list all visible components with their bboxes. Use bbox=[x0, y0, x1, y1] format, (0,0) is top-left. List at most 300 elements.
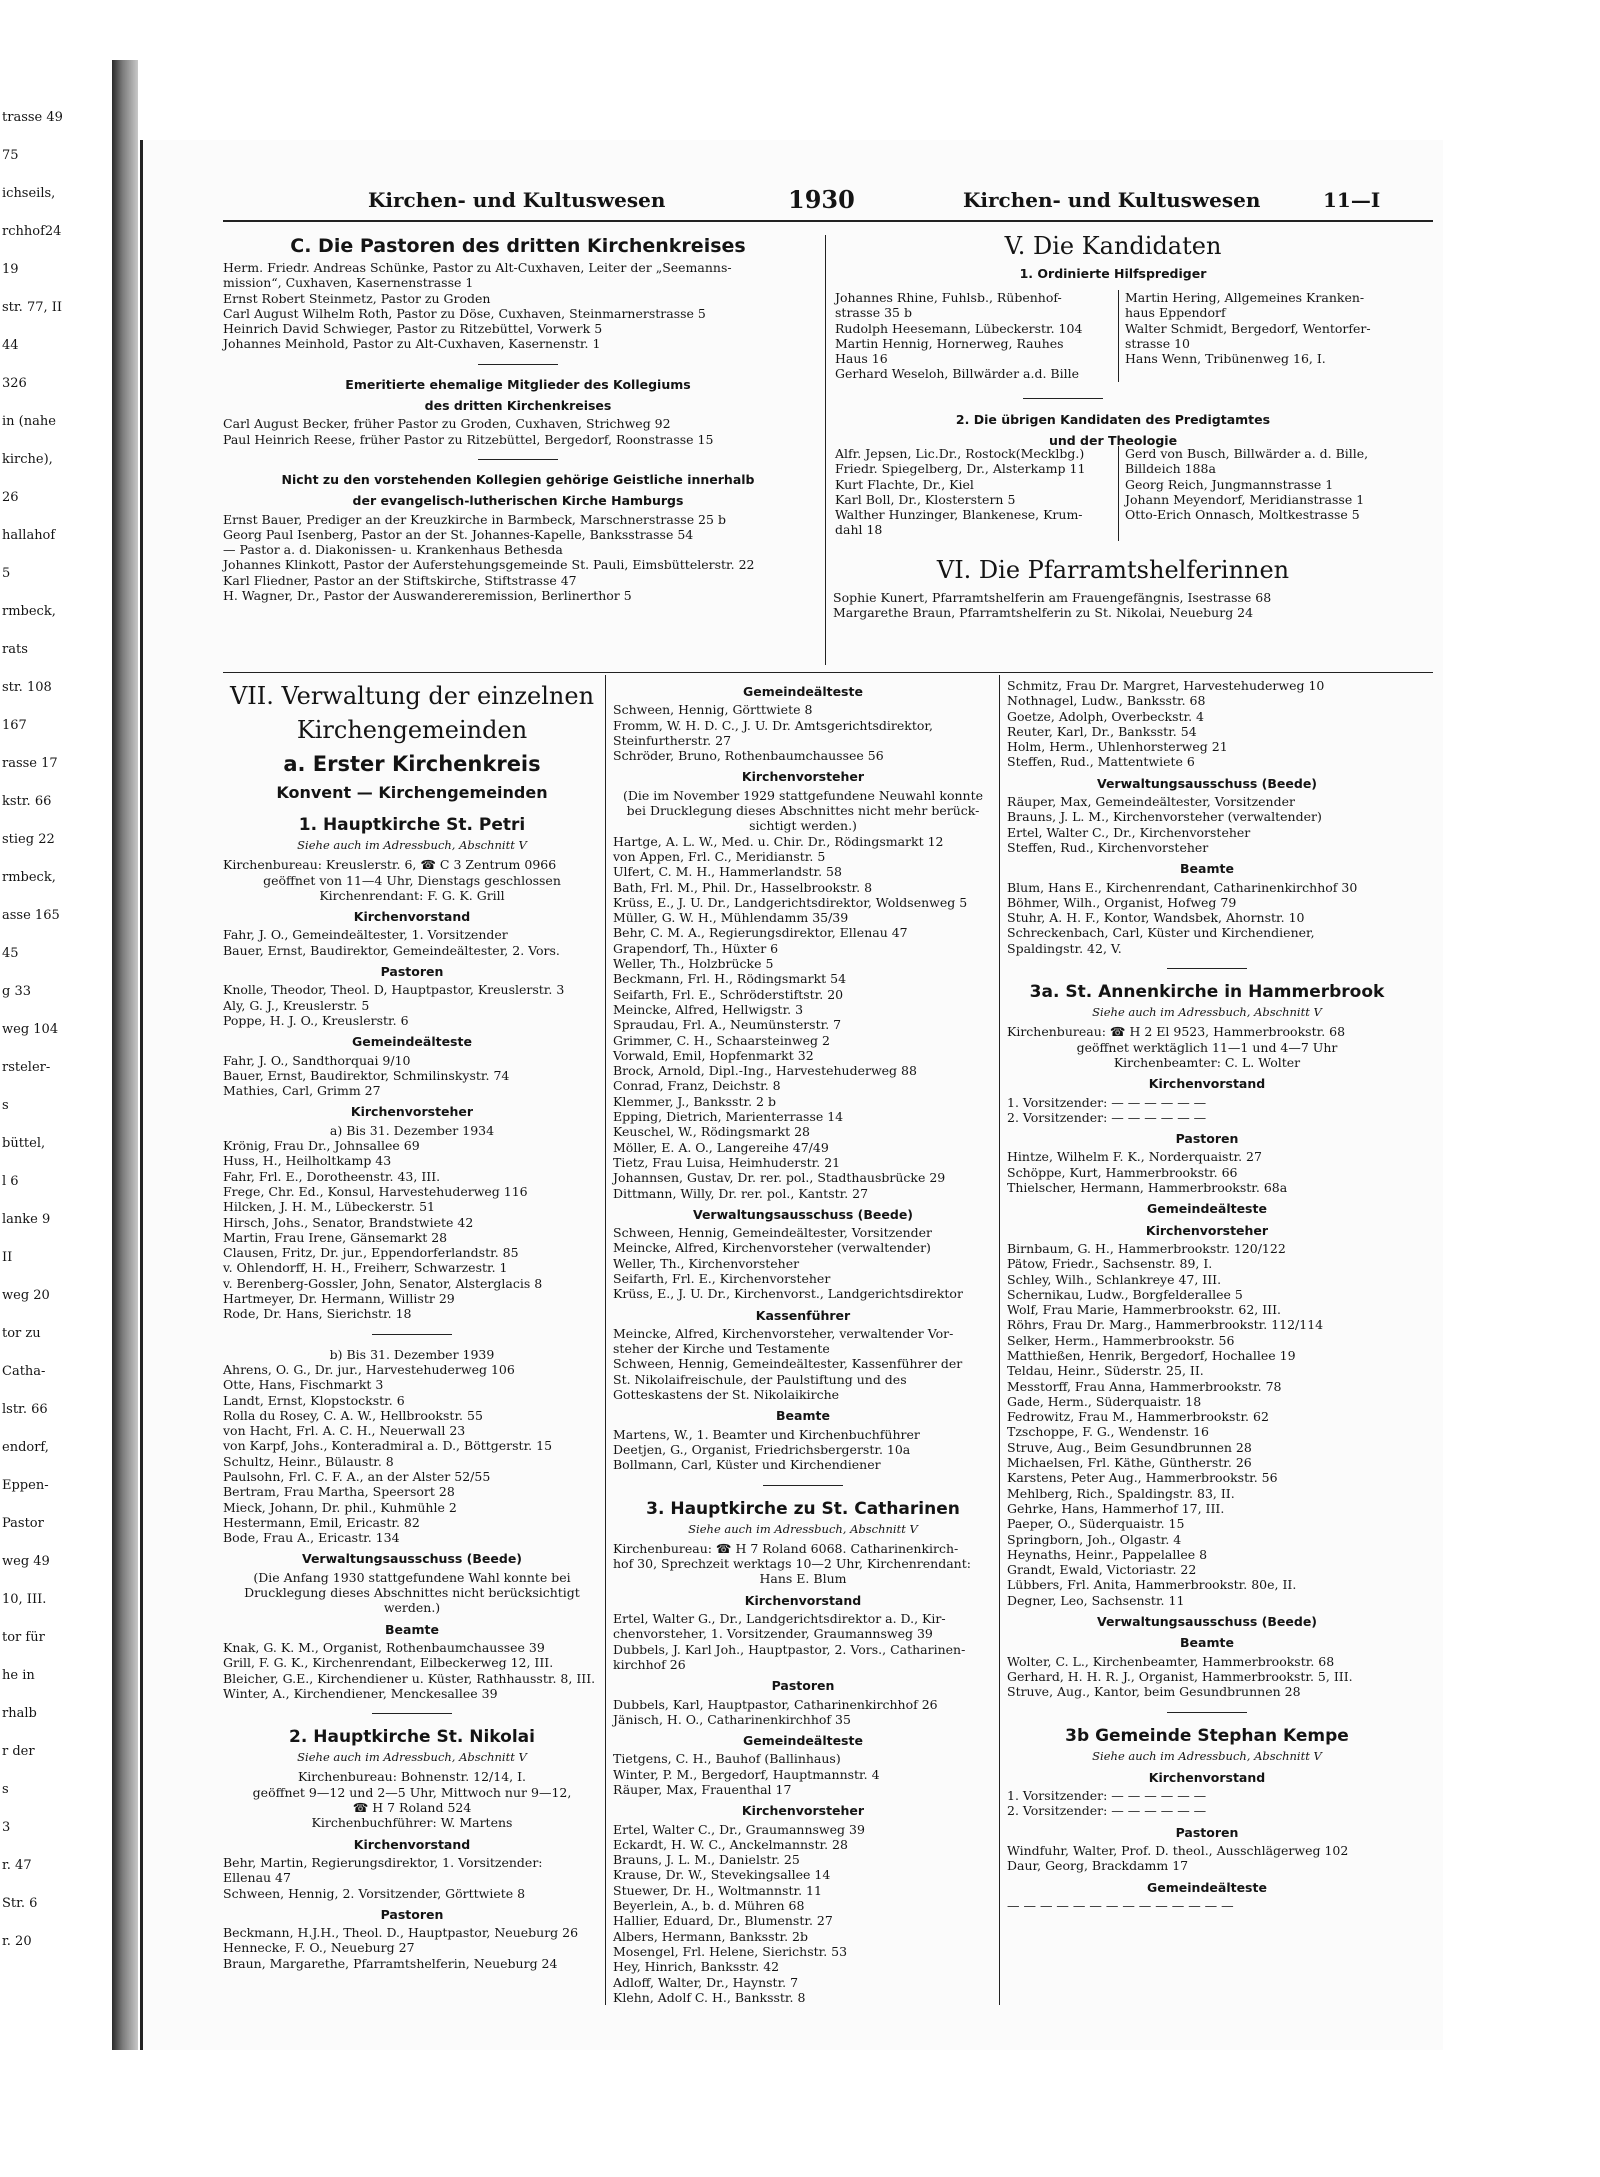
subheading: Kirchenvorstand bbox=[744, 1592, 862, 1608]
entry-line: Spraudau, Frl. A., Neumünsterstr. 7 bbox=[613, 1017, 842, 1033]
entry-line: Paulsohn, Frl. C. F. A., an der Alster 52/55 bbox=[223, 1468, 491, 1484]
entry-line: Krause, Dr. W., Stevekingsallee 14 bbox=[613, 1867, 831, 1883]
entry-line: Krüss, E., J. U. Dr., Landgerichtsdirektor, Woldsenweg 5 bbox=[613, 894, 968, 910]
entry-line: chenvorsteher, 1. Vorsitzender, Graumannsweg 39 bbox=[613, 1626, 933, 1642]
entry-line: Fromm, W. H. D. C., J. U. Dr. Amtsgerichtsdirektor, bbox=[613, 717, 933, 733]
entry-line: Karl Fliedner, Pastor an der Stiftskirche, Stiftstrasse 47 bbox=[223, 572, 577, 588]
entry-line: Weller, Th., Kirchenvorsteher bbox=[613, 1255, 800, 1271]
subheading: Kirchenvorsteher bbox=[1145, 1222, 1269, 1238]
entry-line: Winter, P. M., Bergedorf, Hauptmannstr. 4 bbox=[613, 1766, 880, 1782]
entry-line: Schernikau, Ludw., Borgfelderallee 5 bbox=[1007, 1286, 1243, 1302]
entry-line: Gerd von Busch, Billwärder a. d. Bille, bbox=[1125, 446, 1369, 461]
church-title: 3b Gemeinde Stephan Kempe bbox=[1065, 1725, 1349, 1746]
entry-line: H. Wagner, Dr., Pastor der Auswandereremission, Berlinerthor 5 bbox=[223, 588, 632, 604]
entry-line: Schreckenbach, Carl, Küster und Kirchendiener, bbox=[1007, 925, 1315, 941]
entry-line: Räuper, Max, Frauenthal 17 bbox=[613, 1782, 792, 1797]
entry-line: Gotteskastens der St. Nikolaikirche bbox=[613, 1387, 840, 1403]
subheading: der evangelisch-lutherischen Kirche Hamburgs bbox=[352, 493, 684, 509]
entry-line: Johannes Klinkott, Pastor der Auferstehungsgemeinde St. Pauli, Eimsbüttelerstr. 22 bbox=[223, 557, 755, 573]
subheading: des dritten Kirchenkreises bbox=[424, 398, 612, 414]
entry-line: Walter Schmidt, Bergedorf, Wentorfer- bbox=[1125, 320, 1371, 336]
entry-line: Frege, Chr. Ed., Konsul, Harvestehuderweg 116 bbox=[223, 1183, 528, 1199]
entry-line: 2. Vorsitzender: — — — — — — bbox=[1007, 1803, 1207, 1819]
third-district-pastors bbox=[223, 230, 813, 603]
entry-line: Clausen, Fritz, Dr. jur., Eppendorferlandstr. 85 bbox=[223, 1245, 519, 1261]
entry-line: Brauns, J. L. M., Kirchenvorsteher (verwaltender) bbox=[1007, 809, 1322, 825]
entry-line: Dubbels, Karl, Hauptpastor, Catharinenkirchhof 26 bbox=[613, 1696, 938, 1712]
separator-rule bbox=[372, 1713, 452, 1714]
entry-line: Hestermann, Emil, Ericastr. 82 bbox=[223, 1514, 420, 1530]
separator-rule bbox=[1167, 968, 1247, 969]
entry-line: Ertel, Walter C., Dr., Kirchenvorsteher bbox=[1007, 824, 1251, 840]
previous-page-text: r der bbox=[2, 1744, 35, 1759]
entry-line: Wolter, C. L., Kirchenbeamter, Hammerbrookstr. 68 bbox=[1007, 1653, 1335, 1669]
previous-page-text: hallahof bbox=[2, 528, 56, 543]
other-candidates-heading bbox=[833, 406, 1393, 452]
previous-page-text: stieg 22 bbox=[2, 832, 55, 847]
entry-line: Seifarth, Frl. E., Schröderstiftstr. 20 bbox=[613, 986, 844, 1002]
entry-line: Jänisch, H. O., Catharinenkirchhof 35 bbox=[613, 1711, 851, 1727]
candidates-rule bbox=[1023, 398, 1103, 399]
entry-line: Schween, Hennig, Gemeindeältester, Kassenführer der bbox=[613, 1356, 963, 1372]
entry-line: Heinrich David Schwieger, Pastor zu Ritzebüttel, Vorwerk 5 bbox=[223, 321, 603, 337]
previous-page-text: kirche), bbox=[2, 452, 53, 467]
centered-line: geöffnet von 11—4 Uhr, Dienstags geschlossen bbox=[263, 872, 561, 888]
entry-line: Seifarth, Frl. E., Kirchenvorsteher bbox=[613, 1270, 831, 1286]
church-title: 3. Hauptkirche zu St. Catharinen bbox=[646, 1498, 960, 1519]
entry-line: Adloff, Walter, Dr., Haynstr. 7 bbox=[613, 1974, 799, 1990]
centered-line: Kirchenbuchführer: W. Martens bbox=[311, 1815, 513, 1831]
header-left: Kirchen- und Kultuswesen bbox=[368, 188, 666, 212]
entry-line: Spaldingstr. 42, V. bbox=[1007, 940, 1122, 956]
candidates-list-left bbox=[835, 290, 1115, 382]
entry-line: Schöppe, Kurt, Hammerbrookstr. 66 bbox=[1007, 1164, 1238, 1180]
subheading: Kirchenvorstand bbox=[353, 909, 471, 925]
entry-line: Klehn, Adolf C. H., Banksstr. 8 bbox=[613, 1989, 806, 2005]
reference-note: Siehe auch im Adressbuch, Abschnitt V bbox=[1092, 1748, 1322, 1763]
subheading: Gemeindeälteste bbox=[743, 684, 863, 699]
centered-line: ☎ H 7 Roland 524 bbox=[352, 1800, 472, 1816]
reference-note: Siehe auch im Adressbuch, Abschnitt V bbox=[297, 1750, 527, 1765]
entry-line: Johannsen, Gustav, Dr. rer. pol., Stadthausbrücke 29 bbox=[613, 1170, 946, 1186]
other-candidates-right bbox=[1125, 446, 1415, 522]
entry-line: Ellenau 47 bbox=[223, 1870, 291, 1886]
subheading: Beamte bbox=[1180, 861, 1234, 877]
entry-line: Möller, E. A. O., Langereihe 47/49 bbox=[613, 1139, 829, 1155]
district-title: a. Erster Kirchenkreis bbox=[283, 752, 541, 776]
entry-line: Carl August Becker, früher Pastor zu Groden, Cuxhaven, Strichweg 92 bbox=[223, 416, 671, 432]
previous-page-text: rhalb bbox=[2, 1706, 37, 1721]
centered-line: (Die im November 1929 stattgefundene Neuwahl konnte bbox=[622, 787, 984, 803]
centered-line: Hans E. Blum bbox=[759, 1571, 847, 1587]
entry-line: Fahr, Frl. E., Dorotheenstr. 43, III. bbox=[223, 1168, 441, 1184]
previous-page-text: str. 77, II bbox=[2, 300, 63, 315]
entry-line: steher der Kirche und Testamente bbox=[613, 1341, 830, 1357]
previous-page-text: 326 bbox=[2, 376, 27, 391]
entry-line: Johann Meyendorf, Meridianstrasse 1 bbox=[1125, 491, 1365, 507]
entry-line: Struve, Aug., Beim Gesundbrunnen 28 bbox=[1007, 1439, 1252, 1455]
entry-line: Braun, Margarethe, Pfarramtshelferin, Neueburg 24 bbox=[223, 1955, 558, 1971]
previous-page-text: tor zu bbox=[2, 1326, 41, 1341]
entry-line: Tietgens, C. H., Bauhof (Ballinhaus) bbox=[613, 1751, 841, 1767]
entry-line: strasse 35 b bbox=[835, 305, 912, 321]
entry-line: Daur, Georg, Brackdamm 17 bbox=[1007, 1858, 1189, 1874]
entry-line: Rudolph Heesemann, Lübeckerstr. 104 bbox=[835, 320, 1083, 336]
entry-line: Gehrke, Hans, Hammerhof 17, III. bbox=[1007, 1500, 1225, 1516]
entry-line: Herm. Friedr. Andreas Schünke, Pastor zu Alt-Cuxhaven, Leiter der „Seemanns- bbox=[223, 260, 732, 275]
section-title: Kirchengemeinden bbox=[296, 716, 528, 744]
entry-line: Brauns, J. L. M., Danielstr. 25 bbox=[613, 1852, 800, 1868]
entry-line: Schultz, Heinr., Bülaustr. 8 bbox=[223, 1453, 394, 1469]
entry-line: von Appen, Frl. C., Meridianstr. 5 bbox=[613, 848, 826, 864]
entry-line: Ahrens, O. G., Dr. jur., Harvestehuderweg 106 bbox=[223, 1361, 515, 1377]
previous-page-text: rasse 17 bbox=[2, 756, 58, 771]
entry-line: Grill, F. G. K., Kirchenrendant, Eilbeckerweg 12, III. bbox=[223, 1655, 554, 1671]
previous-page-text: Str. 6 bbox=[2, 1896, 38, 1911]
header-rule bbox=[223, 220, 1433, 222]
entry-line: Schween, Hennig, 2. Vorsitzender, Görttwiete 8 bbox=[223, 1885, 526, 1901]
previous-page-text: 45 bbox=[2, 946, 19, 961]
entry-line: Wolf, Frau Marie, Hammerbrookstr. 62, III. bbox=[1007, 1302, 1282, 1318]
entry-line: Stuhr, A. H. F., Kontor, Wandsbek, Ahornstr. 10 bbox=[1007, 910, 1305, 926]
entry-line: Mehlberg, Rich., Spaldingstr. 83, II. bbox=[1007, 1485, 1235, 1501]
entry-line: Landt, Ernst, Klopstockstr. 6 bbox=[223, 1392, 405, 1408]
entry-line: Heynaths, Heinr., Pappelallee 8 bbox=[1007, 1546, 1208, 1562]
entry-line: Otto-Erich Onnasch, Moltkestrasse 5 bbox=[1125, 507, 1360, 523]
entry-line: Bertram, Frau Martha, Speersort 28 bbox=[223, 1484, 455, 1500]
subheading: Gemeindeälteste bbox=[743, 1733, 863, 1749]
section-title: C. Die Pastoren des dritten Kirchenkreises bbox=[290, 235, 746, 257]
entry-line: Steffen, Rud., Kirchenvorsteher bbox=[1007, 839, 1209, 855]
previous-page-text: g 33 bbox=[2, 984, 31, 999]
subheading: Pastoren bbox=[380, 1906, 444, 1922]
entry-line: Bode, Frau A., Ericastr. 134 bbox=[223, 1530, 400, 1546]
entry-line: Hallier, Eduard, Dr., Blumenstr. 27 bbox=[613, 1913, 833, 1929]
entry-line: Aly, G. J., Kreuslerstr. 5 bbox=[223, 997, 370, 1013]
entry-line: Martin, Frau Irene, Gänsemarkt 28 bbox=[223, 1229, 448, 1245]
subheading: Kirchenvorsteher bbox=[741, 1803, 865, 1819]
entry-line: Ernst Bauer, Prediger an der Kreuzkirche in Barmbeck, Marschnerstrasse 25 b bbox=[223, 511, 726, 527]
subheading: Verwaltungsausschuss (Beede) bbox=[1096, 775, 1318, 791]
subheading: Kirchenvorstand bbox=[1148, 1076, 1266, 1092]
previous-page-text: weg 49 bbox=[2, 1554, 50, 1569]
entry-line: Mosengel, Frl. Helene, Sierichstr. 53 bbox=[613, 1943, 848, 1959]
centered-line: Kirchenbureau: Bohnenstr. 12/14, I. bbox=[297, 1769, 527, 1785]
subheading: Pastoren bbox=[380, 964, 444, 980]
entry-line: Teldau, Heinr., Süderstr. 25, II. bbox=[1007, 1363, 1204, 1379]
entry-line: strasse 10 bbox=[1125, 335, 1190, 351]
previous-page-text: in (nahe bbox=[2, 414, 56, 429]
entry-line: Winter, A., Kirchendiener, Menckesallee 39 bbox=[223, 1685, 498, 1701]
entry-line: Grimmer, C. H., Schaarsteinweg 2 bbox=[613, 1032, 830, 1048]
entry-line: Poppe, H. J. O., Kreuslerstr. 6 bbox=[223, 1012, 409, 1028]
entry-line: Dittmann, Willy, Dr. rer. pol., Kantstr. 27 bbox=[613, 1185, 869, 1201]
entry-line: Dubbels, J. Karl Joh., Hauptpastor, 2. Vors., Catharinen- bbox=[613, 1641, 966, 1657]
previous-page-text: tor für bbox=[2, 1630, 45, 1645]
entry-line: Carl August Wilhelm Roth, Pastor zu Döse, Cuxhaven, Steinmarnerstrasse 5 bbox=[223, 305, 706, 321]
entry-line: Struve, Aug., Kantor, beim Gesundbrunnen 28 bbox=[1007, 1684, 1301, 1700]
entry-line: Billdeich 188a bbox=[1125, 461, 1216, 477]
centered-line: geöffnet 9—12 und 2—5 Uhr, Mittwoch nur 9—12, bbox=[252, 1784, 572, 1800]
entry-line: Georg Paul Isenberg, Pastor an der St. Johannes-Kapelle, Banksstrasse 54 bbox=[223, 526, 694, 542]
header-year: 1930 bbox=[788, 185, 855, 214]
other-candidates-divider bbox=[1118, 446, 1119, 541]
entry-line: Schmitz, Frau Dr. Margret, Harvestehuderweg 10 bbox=[1007, 678, 1325, 693]
entry-line: von Hacht, Frl. A. C. H., Neuerwall 23 bbox=[223, 1423, 466, 1439]
entry-line: Krüss, E., J. U. Dr., Kirchenvorst., Landgerichtsdirektor bbox=[613, 1286, 963, 1302]
candidates-section bbox=[833, 228, 1393, 284]
entry-line: Meincke, Alfred, Hellwigstr. 3 bbox=[613, 1001, 804, 1017]
candidates-divider bbox=[1118, 290, 1119, 382]
entry-line: Albers, Hermann, Banksstr. 2b bbox=[613, 1928, 809, 1944]
entry-line: Rode, Dr. Hans, Sierichstr. 18 bbox=[223, 1306, 412, 1322]
entry-line: Hans Wenn, Tribünenweg 16, I. bbox=[1125, 351, 1326, 367]
directory-page bbox=[140, 140, 1443, 2050]
entry-line: Birnbaum, G. H., Hammerbrookstr. 120/122 bbox=[1007, 1240, 1286, 1256]
previous-page-text: he in bbox=[2, 1668, 35, 1683]
entry-line: Bleicher, G.E., Kirchendiener u. Küster, Rathhausstr. 8, III. bbox=[223, 1670, 596, 1686]
entry-line: Sophie Kunert, Pfarramtshelferin am Frauengefängnis, Isestrasse 68 bbox=[833, 590, 1272, 605]
entry-line: Walther Hunzinger, Blankenese, Krum- bbox=[835, 507, 1083, 523]
centered-line: (Die Anfang 1930 stattgefundene Wahl konnte bei bbox=[253, 1569, 571, 1585]
previous-page-text: büttel, bbox=[2, 1136, 46, 1151]
centered-line: Drucklegung dieses Abschnittes nicht berücksichtigt bbox=[244, 1585, 580, 1601]
entry-line: Beckmann, Frl. H., Rödingsmarkt 54 bbox=[613, 971, 847, 987]
entry-line: Bauer, Ernst, Baudirektor, Gemeindeältester, 2. Vors. bbox=[223, 942, 560, 958]
entry-line: Behr, C. M. A., Regierungsdirektor, Ellenau 47 bbox=[613, 925, 908, 941]
entry-line: Georg Reich, Jungmannstrasse 1 bbox=[1125, 476, 1334, 492]
entry-line: Thielscher, Hermann, Hammerbrookstr. 68a bbox=[1007, 1180, 1288, 1196]
entry-line: Müller, G. W. H., Mühlendamm 35/39 bbox=[613, 910, 849, 926]
section-title: VII. Verwaltung der einzelnen bbox=[229, 682, 595, 710]
subheading: Pastoren bbox=[1175, 1131, 1239, 1147]
section-divider bbox=[223, 672, 1433, 673]
entry-line: Karl Boll, Dr., Klosterstern 5 bbox=[835, 491, 1016, 507]
candidates-list-right bbox=[1125, 290, 1405, 366]
entry-line: Ernst Robert Steinmetz, Pastor zu Groden bbox=[223, 290, 491, 306]
entry-line: Weller, Th., Holzbrücke 5 bbox=[613, 956, 774, 972]
other-candidates-left bbox=[835, 446, 1115, 538]
entry-line: Mieck, Johann, Dr. phil., Kuhmühle 2 bbox=[223, 1499, 457, 1515]
subheading: Kirchenvorstand bbox=[353, 1836, 471, 1852]
previous-page-text: Eppen- bbox=[2, 1478, 49, 1493]
column-divider-2 bbox=[999, 675, 1000, 2005]
subheading: Kirchenvorsteher bbox=[741, 769, 865, 785]
previous-page-text: weg 104 bbox=[2, 1022, 59, 1037]
entry-line: — — — — — — — — — — — — — — bbox=[1007, 1897, 1234, 1913]
previous-page-text: lstr. 66 bbox=[2, 1402, 48, 1417]
entry-line: Johannes Rhine, Fuhlsb., Rübenhof- bbox=[835, 290, 1062, 305]
entry-line: Beyerlein, A., b. d. Mühren 68 bbox=[613, 1898, 805, 1914]
entry-line: Martin Hennig, Hornerweg, Rauhes bbox=[835, 335, 1064, 351]
entry-line: Conrad, Franz, Deichstr. 8 bbox=[613, 1078, 781, 1094]
previous-page-text: 26 bbox=[2, 490, 19, 505]
entry-line: Knak, G. K. M., Organist, Rothenbaumchaussee 39 bbox=[223, 1639, 545, 1655]
subheading: Emeritierte ehemalige Mitglieder des Kollegiums bbox=[345, 376, 691, 392]
entry-line: Klemmer, J., Banksstr. 2 b bbox=[613, 1093, 776, 1109]
entry-line: dahl 18 bbox=[835, 522, 883, 538]
church-title: 1. Hauptkirche St. Petri bbox=[298, 815, 526, 835]
entry-line: Epping, Dietrich, Marienterrasse 14 bbox=[613, 1109, 844, 1125]
entry-line: Paeper, O., Süderquaistr. 15 bbox=[1007, 1516, 1185, 1532]
entry-line: 2. Vorsitzender: — — — — — — bbox=[1007, 1109, 1207, 1125]
previous-page-text: Catha- bbox=[2, 1364, 46, 1379]
entry-line: Behr, Martin, Regierungsdirektor, 1. Vorsitzender: bbox=[223, 1854, 543, 1870]
subheading: Verwaltungsausschuss (Beede) bbox=[1096, 1614, 1318, 1630]
entry-line: Deetjen, G., Organist, Friedrichsbergerstr. 10a bbox=[613, 1441, 911, 1457]
entry-line: Lübbers, Frl. Anita, Hammerbrookstr. 80e, II. bbox=[1007, 1577, 1297, 1593]
entry-line: Hilcken, J. H. M., Lübeckerstr. 51 bbox=[223, 1199, 436, 1215]
parish-assistants-section bbox=[833, 552, 1393, 621]
subheading: Verwaltungsausschuss (Beede) bbox=[692, 1206, 914, 1222]
separator-rule bbox=[763, 1485, 843, 1486]
entry-line: Rolla du Rosey, C. A. W., Hellbrookstr. 55 bbox=[223, 1407, 483, 1423]
previous-page-text: s bbox=[2, 1098, 9, 1113]
previous-page-text: II bbox=[2, 1250, 13, 1265]
entry-line: Bollmann, Carl, Küster und Kirchendiener bbox=[613, 1457, 881, 1473]
entry-line: kirchhof 26 bbox=[613, 1656, 686, 1672]
subheading: Kirchenvorstand bbox=[1148, 1769, 1266, 1785]
centered-line: geöffnet werktäglich 11—1 und 4—7 Uhr bbox=[1076, 1039, 1338, 1055]
entry-line: v. Ohlendorff, H. H., Freiherr, Schwarzestr. 1 bbox=[223, 1260, 508, 1276]
previous-page-text: ichseils, bbox=[2, 186, 56, 201]
running-header bbox=[143, 185, 1443, 216]
entry-line: Kurt Flachte, Dr., Kiel bbox=[835, 476, 974, 492]
previous-page-text: lanke 9 bbox=[2, 1212, 51, 1227]
entry-line: Gade, Herm., Süderquaistr. 18 bbox=[1007, 1393, 1202, 1409]
entry-line: Gerhard Weseloh, Billwärder a.d. Bille bbox=[835, 366, 1079, 382]
entry-line: Steffen, Rud., Mattentwiete 6 bbox=[1007, 754, 1195, 770]
entry-line: Eckardt, H. W. C., Anckelmannstr. 28 bbox=[613, 1836, 848, 1852]
separator-rule bbox=[478, 459, 558, 460]
entry-line: Knolle, Theodor, Theol. D, Hauptpastor, Kreuslerstr. 3 bbox=[223, 982, 565, 998]
previous-page-text: s bbox=[2, 1782, 9, 1797]
entry-line: Margarethe Braun, Pfarramtshelferin zu St. Nikolai, Neueburg 24 bbox=[833, 605, 1254, 621]
previous-page-text: 10, III. bbox=[2, 1592, 47, 1607]
separator-rule bbox=[478, 364, 558, 365]
church-title: 2. Hauptkirche St. Nikolai bbox=[289, 1727, 535, 1748]
entry-line: — Pastor a. d. Diakonissen- u. Krankenhaus Bethesda bbox=[223, 542, 563, 558]
entry-line: Hartmeyer, Dr. Hermann, Willistr 29 bbox=[223, 1291, 455, 1307]
entry-line: Krönig, Frau Dr., Johnsallee 69 bbox=[223, 1138, 420, 1154]
header-right: Kirchen- und Kultuswesen bbox=[963, 188, 1261, 212]
previous-page-text: str. 108 bbox=[2, 680, 52, 695]
column-three bbox=[1007, 678, 1407, 1913]
previous-page-text: Pastor bbox=[2, 1516, 44, 1531]
previous-page-text: asse 165 bbox=[2, 908, 60, 923]
entry-line: Bath, Frl. M., Phil. Dr., Hasselbrookstr. 8 bbox=[613, 879, 873, 895]
entry-line: Meincke, Alfred, Kirchenvorsteher (verwaltender) bbox=[613, 1240, 931, 1256]
entry-line: Ertel, Walter G., Dr., Landgerichtsdirektor a. D., Kir- bbox=[613, 1611, 946, 1627]
previous-page-text: kstr. 66 bbox=[2, 794, 52, 809]
subheading: Pastoren bbox=[771, 1678, 835, 1694]
column-two bbox=[613, 678, 993, 2005]
entry-line: Kirchenbureau: ☎ H 2 El 9523, Hammerbrookstr. 68 bbox=[1007, 1024, 1346, 1040]
entry-line: Otte, Hans, Fischmarkt 3 bbox=[223, 1377, 384, 1393]
entry-line: Paul Heinrich Reese, früher Pastor zu Ritzebüttel, Bergedorf, Roonstrasse 15 bbox=[223, 431, 714, 447]
entry-line: 1. Vorsitzender: — — — — — — bbox=[1007, 1788, 1207, 1804]
convent-title: Konvent — Kirchengemeinden bbox=[276, 783, 548, 802]
entry-line: Reuter, Karl, Dr., Banksstr. 54 bbox=[1007, 723, 1197, 739]
entry-line: Gerhard, H. H. R. J., Organist, Hammerbrookstr. 5, III. bbox=[1007, 1668, 1353, 1684]
previous-page-text: rmbeck, bbox=[2, 604, 56, 619]
entry-line: Friedr. Spiegelberg, Dr., Alsterkamp 11 bbox=[835, 461, 1086, 477]
entry-line: Nothnagel, Ludw., Banksstr. 68 bbox=[1007, 693, 1206, 709]
entry-line: Fahr, J. O., Sandthorquai 9/10 bbox=[223, 1052, 411, 1068]
entry-line: von Karpf, Johs., Konteradmiral a. D., Böttgerstr. 15 bbox=[223, 1438, 553, 1454]
centered-line: bei Drucklegung dieses Abschnittes nicht mehr berück- bbox=[626, 803, 980, 819]
subheading: Beamte bbox=[1180, 1635, 1234, 1651]
subheading: Beamte bbox=[776, 1408, 830, 1424]
reference-note: Siehe auch im Adressbuch, Abschnitt V bbox=[1092, 1005, 1322, 1020]
column-divider-1 bbox=[605, 675, 606, 2005]
entry-line: Johannes Meinhold, Pastor zu Alt-Cuxhaven, Kasernenstr. 1 bbox=[223, 336, 601, 352]
entry-line: Haus 16 bbox=[835, 351, 888, 367]
entry-line: Matthießen, Henrik, Bergedorf, Hochallee 19 bbox=[1007, 1347, 1296, 1363]
header-page-number: 11—I bbox=[1323, 188, 1381, 212]
entry-line: Fahr, J. O., Gemeindeältester, 1. Vorsitzender bbox=[223, 927, 508, 943]
entry-line: St. Nikolaifreischule, der Paulstiftung und des bbox=[613, 1371, 907, 1387]
previous-page-text: 5 bbox=[2, 566, 11, 581]
previous-page-text: 3 bbox=[2, 1820, 11, 1835]
entry-line: Keuschel, W., Rödingsmarkt 28 bbox=[613, 1124, 811, 1140]
entry-line: Räuper, Max, Gemeindeältester, Vorsitzender bbox=[1007, 794, 1295, 810]
reference-note: Siehe auch im Adressbuch, Abschnitt V bbox=[688, 1521, 918, 1536]
entry-line: Martens, W., 1. Beamter und Kirchenbuchführer bbox=[613, 1426, 920, 1442]
entry-line: Stuewer, Dr. H., Woltmannstr. 11 bbox=[613, 1882, 822, 1898]
entry-line: Böhmer, Wilh., Organist, Hofweg 79 bbox=[1007, 894, 1237, 910]
entry-line: Mathies, Carl, Grimm 27 bbox=[223, 1083, 381, 1099]
entry-line: Hartge, A. L. W., Med. u. Chir. Dr., Rödingsmarkt 12 bbox=[613, 833, 944, 849]
entry-line: mission“, Cuxhaven, Kasernenstrasse 1 bbox=[223, 275, 474, 291]
previous-page-text: 75 bbox=[2, 148, 19, 163]
entry-line: Hennecke, F. O., Neueburg 27 bbox=[223, 1940, 415, 1956]
previous-page-text: 19 bbox=[2, 262, 19, 277]
separator-rule bbox=[372, 1334, 452, 1335]
entry-line: 2. Die übrigen Kandidaten des Predigtamtes bbox=[955, 412, 1271, 427]
entry-line: Goetze, Adolph, Overbeckstr. 4 bbox=[1007, 708, 1205, 724]
entry-line: hof 30, Sprechzeit werktags 10—2 Uhr, Kirchenrendant: bbox=[613, 1556, 971, 1572]
separator-rule bbox=[1167, 1712, 1247, 1713]
centered-line: sichtigt werden.) bbox=[749, 818, 857, 834]
entry-line: Röhrs, Frau Dr. Marg., Hammerbrookstr. 112/114 bbox=[1007, 1317, 1324, 1333]
previous-page-text: endorf, bbox=[2, 1440, 49, 1455]
entry-line: Hintze, Wilhelm F. K., Norderquaistr. 27 bbox=[1007, 1149, 1262, 1165]
entry-line: Hirsch, Johs., Senator, Brandstwiete 42 bbox=[223, 1214, 474, 1230]
centered-line: a) Bis 31. Dezember 1934 bbox=[329, 1122, 495, 1138]
entry-line: Kirchenbureau: ☎ H 7 Roland 6068. Catharinenkirch- bbox=[613, 1540, 959, 1556]
section-title: VI. Die Pfarramtshelferinnen bbox=[936, 556, 1290, 584]
centered-line: Kirchenrendant: F. G. K. Grill bbox=[319, 887, 505, 903]
subheading: Verwaltungsausschuss (Beede) bbox=[301, 1551, 523, 1567]
entry-line: Bauer, Ernst, Baudirektor, Schmilinskystr. 74 bbox=[223, 1067, 510, 1083]
reference-note: Siehe auch im Adressbuch, Abschnitt V bbox=[297, 838, 527, 852]
section-title: V. Die Kandidaten bbox=[1004, 232, 1222, 260]
entry-line: Brock, Arnold, Dipl.-Ing., Harvestehuderweg 88 bbox=[613, 1063, 917, 1079]
previous-page-text: 167 bbox=[2, 718, 27, 733]
previous-page-text: trasse 49 bbox=[2, 110, 63, 125]
entry-line: Schween, Hennig, Görttwiete 8 bbox=[613, 702, 813, 718]
entry-line: Ertel, Walter C., Dr., Graumannsweg 39 bbox=[613, 1821, 865, 1837]
previous-page-text: 44 bbox=[2, 338, 19, 353]
entry-line: Pätow, Friedr., Sachsenstr. 89, I. bbox=[1007, 1256, 1213, 1272]
entry-line: Springborn, Joh., Olgastr. 4 bbox=[1007, 1531, 1182, 1547]
subheading: Kirchenvorsteher bbox=[350, 1104, 474, 1120]
entry-line: Hey, Hinrich, Banksstr. 42 bbox=[613, 1959, 780, 1975]
top-column-divider bbox=[825, 235, 826, 665]
entry-line: Kirchenbureau: Kreuslerstr. 6, ☎ C 3 Zentrum 0966 bbox=[223, 857, 557, 873]
subheading: 1. Ordinierte Hilfsprediger bbox=[1019, 266, 1207, 281]
